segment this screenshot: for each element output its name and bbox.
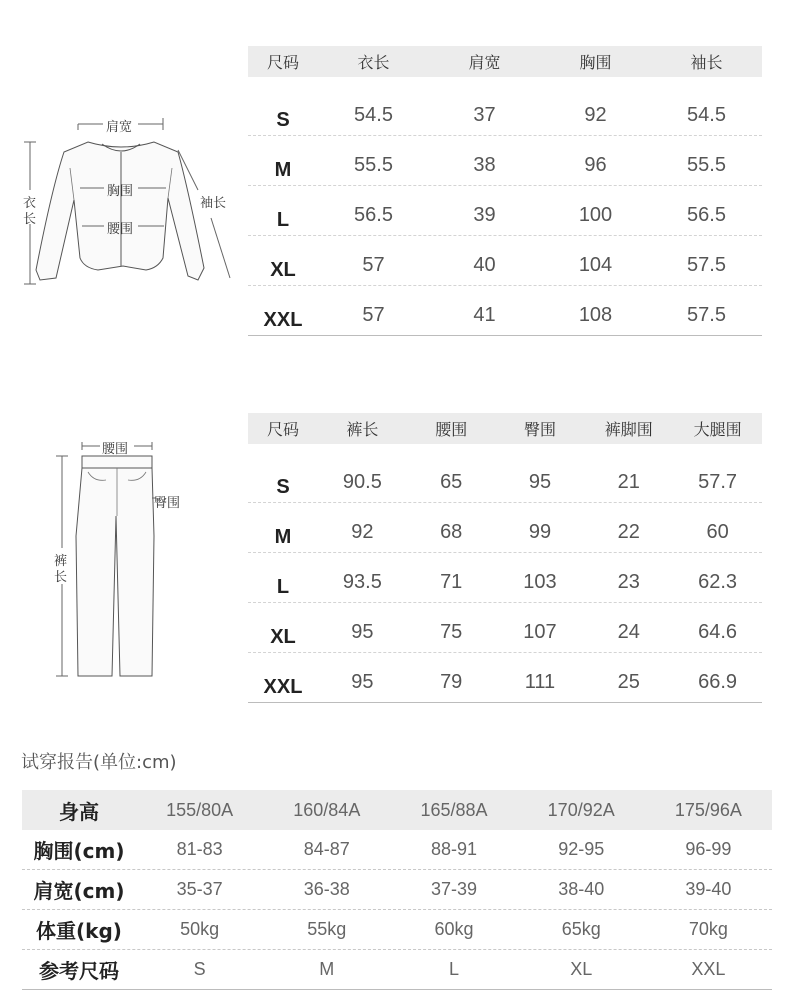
table-cell: 95 bbox=[351, 621, 374, 643]
length-label-top: 裤 bbox=[54, 554, 68, 569]
table-cell: 92 bbox=[351, 521, 374, 543]
table-cell: 38 bbox=[473, 154, 496, 176]
table-cell: 25 bbox=[617, 671, 640, 693]
table-row bbox=[22, 790, 772, 830]
row-label: 参考尺码 bbox=[39, 959, 119, 983]
header-cell: 尺码 bbox=[266, 53, 299, 72]
table-cell: 55.5 bbox=[687, 154, 726, 176]
table-cell: 165/88A bbox=[420, 799, 488, 820]
table-cell: 96-99 bbox=[685, 839, 732, 859]
table-cell: 79 bbox=[440, 671, 463, 693]
table-cell: 57 bbox=[362, 254, 385, 276]
table-cell: 65kg bbox=[561, 919, 601, 939]
sleeve-label: 袖长 bbox=[200, 196, 227, 211]
report-title: 试穿报告(单位:cm) bbox=[21, 752, 177, 773]
table-cell: 95 bbox=[351, 671, 374, 693]
header-cell: 肩宽 bbox=[468, 53, 501, 72]
pants-garment-diagram bbox=[48, 436, 243, 681]
table-cell: 90.5 bbox=[342, 471, 382, 493]
size-cell: L bbox=[276, 209, 290, 231]
table-cell: 54.5 bbox=[354, 104, 393, 126]
header-cell: 尺码 bbox=[266, 420, 299, 439]
table-cell: 57.7 bbox=[698, 471, 738, 493]
table-cell: 95 bbox=[528, 471, 552, 493]
table-cell: 62.3 bbox=[698, 571, 738, 593]
hip-label: 臀围 bbox=[154, 496, 181, 511]
table-cell: 155/80A bbox=[166, 799, 234, 820]
table-cell: 36-38 bbox=[303, 879, 350, 899]
size-cell: M bbox=[274, 159, 292, 181]
size-cell: XXL bbox=[263, 676, 303, 698]
table-cell: 56.5 bbox=[687, 204, 726, 226]
size-cell: S bbox=[276, 476, 290, 498]
size-cell: M bbox=[274, 526, 292, 548]
table-cell: 88-91 bbox=[430, 839, 478, 859]
table-cell: 57 bbox=[362, 304, 385, 326]
table-cell: 60 bbox=[706, 521, 729, 543]
length-label-bottom: 长 bbox=[54, 570, 68, 585]
table-cell: 35-37 bbox=[176, 879, 223, 899]
table-cell: 99 bbox=[528, 521, 552, 543]
header-cell: 衣长 bbox=[357, 53, 390, 72]
length-label-bottom: 长 bbox=[23, 212, 37, 227]
header-cell: 裤脚围 bbox=[604, 420, 653, 439]
table-cell: 175/96A bbox=[674, 799, 742, 820]
table-cell: XL bbox=[570, 959, 593, 979]
header-cell: 裤长 bbox=[346, 420, 379, 439]
table-row bbox=[22, 950, 772, 990]
header-cell: 大腿围 bbox=[693, 420, 742, 439]
table-cell: 92 bbox=[584, 104, 607, 126]
table-cell: 81-83 bbox=[176, 839, 223, 859]
table-cell: 50kg bbox=[180, 919, 220, 939]
table-cell: 37 bbox=[473, 104, 496, 126]
header-cell: 袖长 bbox=[690, 53, 723, 72]
table-row bbox=[248, 653, 762, 703]
length-label-top: 衣 bbox=[23, 196, 37, 211]
table-cell: XXL bbox=[691, 959, 726, 979]
table-header bbox=[248, 46, 762, 77]
table-row bbox=[248, 236, 762, 286]
table-cell: 84-87 bbox=[303, 839, 350, 859]
table-cell: 92-95 bbox=[558, 839, 605, 859]
table-cell: M bbox=[319, 959, 335, 979]
table-row bbox=[248, 553, 762, 603]
header-cell: 胸围 bbox=[579, 53, 612, 72]
table-cell: 93.5 bbox=[342, 571, 382, 593]
table-cell: 70kg bbox=[688, 919, 728, 939]
size-cell: XXL bbox=[263, 309, 303, 331]
table-cell: S bbox=[193, 959, 206, 979]
table-row bbox=[248, 503, 762, 553]
table-cell: 54.5 bbox=[687, 104, 726, 126]
table-cell: 55kg bbox=[307, 919, 347, 939]
table-cell: 66.9 bbox=[698, 671, 738, 693]
table-row bbox=[248, 286, 762, 336]
table-cell: 55.5 bbox=[354, 154, 393, 176]
row-label: 体重(kg) bbox=[36, 919, 122, 943]
table-cell: 57.5 bbox=[687, 254, 726, 276]
size-cell: S bbox=[276, 109, 290, 131]
table-cell: 60kg bbox=[434, 919, 474, 939]
table-cell: 100 bbox=[578, 204, 613, 226]
chest-label: 胸围 bbox=[107, 184, 134, 199]
table-cell: 103 bbox=[523, 571, 557, 593]
table-cell: 40 bbox=[473, 254, 496, 276]
table-cell: 104 bbox=[578, 254, 613, 276]
table-cell: 37-39 bbox=[430, 879, 478, 899]
table-cell: 108 bbox=[578, 304, 613, 326]
table-cell: 41 bbox=[473, 304, 496, 326]
table-cell: 65 bbox=[440, 471, 463, 493]
table-cell: 111 bbox=[524, 671, 556, 693]
table-row bbox=[22, 910, 772, 950]
size-cell: XL bbox=[270, 259, 296, 281]
row-label: 肩宽(cm) bbox=[33, 879, 125, 903]
table-cell: 96 bbox=[584, 154, 607, 176]
table-cell: 39-40 bbox=[685, 879, 732, 899]
table-row bbox=[248, 186, 762, 236]
table-row bbox=[248, 453, 762, 503]
fitting-report-table bbox=[22, 790, 772, 990]
table-cell: 170/92A bbox=[547, 799, 615, 820]
table-cell: 21 bbox=[617, 471, 640, 493]
shoulder-label: 肩宽 bbox=[106, 120, 133, 135]
waist-label: 腰围 bbox=[102, 442, 129, 457]
pants-size-table bbox=[248, 413, 762, 703]
table-cell: 22 bbox=[617, 521, 640, 543]
table-cell: 39 bbox=[473, 204, 496, 226]
size-cell: XL bbox=[270, 626, 296, 648]
table-cell: 24 bbox=[617, 621, 640, 643]
top-garment-diagram bbox=[18, 108, 243, 298]
table-cell: 57.5 bbox=[687, 304, 726, 326]
table-cell: 38-40 bbox=[558, 879, 605, 899]
table-row bbox=[22, 870, 772, 910]
table-row bbox=[22, 830, 772, 870]
header-cell: 臀围 bbox=[523, 420, 556, 439]
table-cell: 23 bbox=[617, 571, 640, 593]
top-size-table bbox=[248, 46, 762, 336]
table-row bbox=[248, 603, 762, 653]
waist-label: 腰围 bbox=[107, 222, 134, 237]
table-cell: L bbox=[449, 959, 460, 979]
table-row bbox=[248, 86, 762, 136]
table-cell: 64.6 bbox=[698, 621, 738, 643]
row-label: 身高 bbox=[59, 799, 99, 824]
table-cell: 75 bbox=[440, 621, 463, 643]
table-cell: 56.5 bbox=[354, 204, 393, 226]
pants-outline-icon bbox=[48, 436, 243, 681]
table-cell: 107 bbox=[523, 621, 557, 643]
table-row bbox=[248, 136, 762, 186]
row-label: 胸围(cm) bbox=[33, 839, 125, 863]
table-cell: 160/84A bbox=[293, 799, 361, 820]
table-cell: 68 bbox=[440, 521, 463, 543]
header-cell: 腰围 bbox=[435, 420, 468, 439]
table-header bbox=[248, 413, 762, 444]
table-cell: 71 bbox=[440, 571, 463, 593]
size-cell: L bbox=[276, 576, 290, 598]
